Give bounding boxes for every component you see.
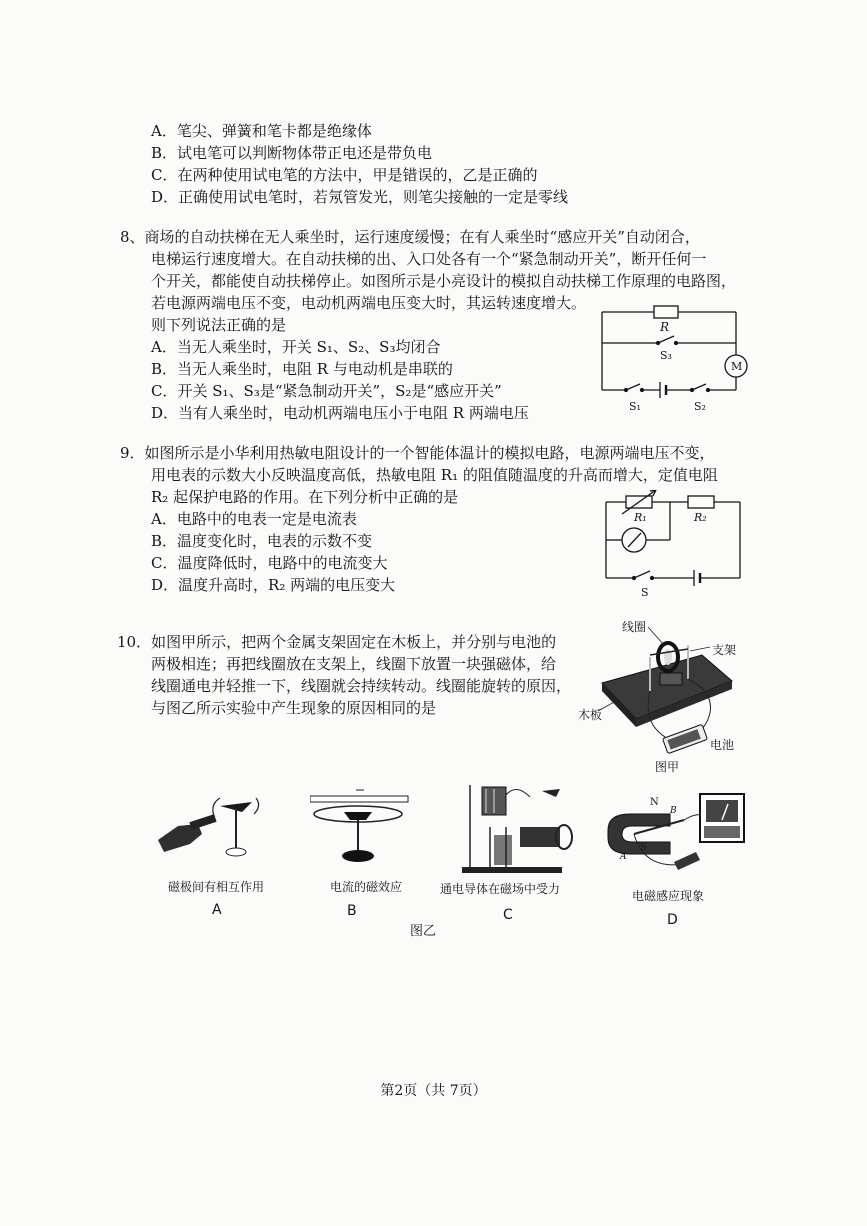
q10-jia-bracket-label: 支架 bbox=[712, 643, 737, 657]
q8-option-d: D．当有人乘坐时，电动机两端电压小于电阻 R 两端电压 bbox=[151, 404, 529, 422]
q9-stem-line-2: 用电表的示数大小反映温度高低，热敏电阻 R₁ 的阻值随温度的升高而增大，定值电阻 bbox=[151, 466, 718, 484]
q8-option-c: C．开关 S₁、S₃是“紧急制动开关”，S₂是“感应开关” bbox=[151, 382, 502, 400]
q10-stem-line-3: 线圈通电并轻推一下，线圈就会持续转动。线圈能旋转的原因， bbox=[151, 677, 572, 695]
q10-yi-d-mark-n: N bbox=[650, 797, 659, 808]
q8-stem-line-1: 8、商场的自动扶梯在无人乘坐时，运行速度缓慢；在有人乘坐时“感应开关”自动闭合， bbox=[120, 228, 700, 246]
q8-label-s3: S₃ bbox=[660, 349, 672, 362]
q10-yi-d-mark-a: A bbox=[620, 852, 627, 862]
q7-option-d: D．正确使用试电笔时，若氖管发光，则笔尖接触的一定是零线 bbox=[151, 188, 569, 206]
q10-yi-b-label: B bbox=[347, 903, 357, 919]
q8-label-r: R bbox=[660, 320, 670, 334]
q10-yi-d-illustration bbox=[604, 790, 760, 880]
q8-label-s1: S₁ bbox=[629, 400, 641, 413]
q8-stem-line-2: 电梯运行速度增大。在自动扶梯的出、入口处各有一个“紧急制动开关”，断开任何一 bbox=[151, 250, 707, 268]
q10-yi-c-caption: 通电导体在磁场中受力 bbox=[440, 882, 561, 896]
q10-yi-c-label: C bbox=[503, 907, 513, 923]
q7-option-b: B．试电笔可以判断物体带正电还是带负电 bbox=[151, 144, 433, 162]
q8-stem-line-3: 个开关，都能使自动扶梯停止。如图所示是小亮设计的模拟自动扶梯工作原理的电路图， bbox=[151, 272, 737, 290]
q8-stem-line-4: 若电源两端电压不变，电动机两端电压变大时，其运转速度增大。 bbox=[151, 294, 587, 312]
q10-stem-line-1: 10．如图甲所示，把两个金属支架固定在木板上，并分别与电池的 bbox=[117, 633, 557, 651]
q10-yi-a-caption: 磁极间有相互作用 bbox=[168, 880, 265, 894]
q10-yi-c-illustration bbox=[460, 775, 584, 875]
q8-option-b: B．当无人乘坐时，电阻 R 与电动机是串联的 bbox=[151, 360, 453, 378]
q10-stem-line-4: 与图乙所示实验中产生现象的原因相同的是 bbox=[151, 699, 437, 717]
q7-option-a: A．笔尖、弹簧和笔卡都是绝缘体 bbox=[151, 122, 372, 140]
q9-label-s: S bbox=[641, 586, 649, 599]
q10-yi-d-caption: 电磁感应现象 bbox=[632, 889, 705, 903]
q10-jia-board-label: 木板 bbox=[578, 708, 603, 722]
q9-label-r1: R₁ bbox=[634, 511, 647, 524]
q9-circuit-diagram bbox=[598, 490, 748, 600]
q10-yi-b-illustration bbox=[310, 788, 410, 870]
q10-jia-coil-label: 线圈 bbox=[622, 620, 647, 634]
q10-yi-a-illustration bbox=[150, 788, 270, 868]
q10-stem-line-2: 两极相连；再把线圈放在支架上，线圈下放置一块强磁体，给 bbox=[151, 655, 557, 673]
q8-option-a: A．当无人乘坐时，开关 S₁、S₂、S₃均闭合 bbox=[151, 338, 441, 356]
q10-yi-b-caption: 电流的磁效应 bbox=[330, 880, 403, 894]
q8-label-m: M bbox=[731, 360, 743, 373]
page-footer: 第2页（共 7页） bbox=[380, 1083, 487, 1099]
q8-label-s2: S₂ bbox=[694, 400, 706, 413]
q10-yi-caption: 图乙 bbox=[410, 924, 437, 939]
q9-option-d: D．温度升高时，R₂ 两端的电压变大 bbox=[151, 576, 396, 594]
q9-stem-line-3: R₂ 起保护电路的作用。在下列分析中正确的是 bbox=[151, 488, 459, 506]
q9-stem-line-1: 9．如图所示是小华利用热敏电阻设计的一个智能体温计的模拟电路，电源两端电压不变， bbox=[120, 444, 715, 462]
q10-yi-d-mark-b: B bbox=[670, 806, 677, 816]
q10-jia-caption: 图甲 bbox=[655, 760, 680, 774]
q7-option-c: C．在两种使用试电笔的方法中，甲是错误的，乙是正确的 bbox=[151, 166, 538, 184]
q10-yi-a-label: A bbox=[212, 902, 222, 918]
q10-jia-battery-label: 电池 bbox=[710, 738, 735, 752]
q8-stem-line-5: 则下列说法正确的是 bbox=[151, 316, 287, 334]
q9-option-b: B．温度变化时，电表的示数不变 bbox=[151, 532, 373, 550]
q9-option-c: C．温度降低时，电路中的电流变大 bbox=[151, 554, 388, 572]
q9-label-r2: R₂ bbox=[694, 511, 707, 524]
q10-yi-d-mark-s: S bbox=[640, 842, 647, 853]
q10-yi-d-label: D bbox=[667, 912, 678, 928]
q8-circuit-diagram bbox=[596, 300, 756, 422]
q9-option-a: A．电路中的电表一定是电流表 bbox=[151, 510, 357, 528]
